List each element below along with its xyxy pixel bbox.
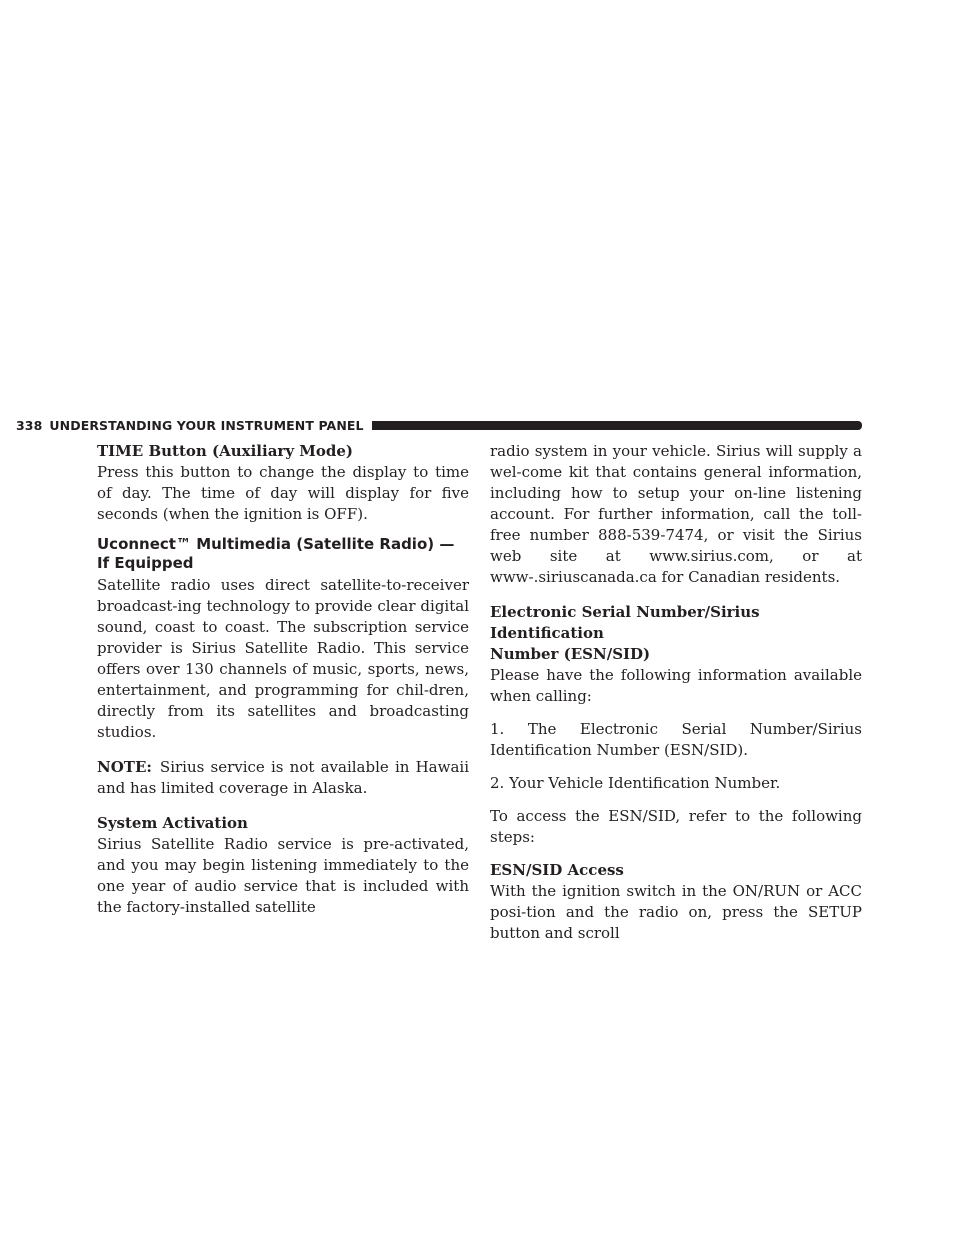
esn-item-1: 1. The Electronic Serial Number/Sirius Identification Number (ESN/SID). bbox=[490, 720, 862, 759]
note-text: Sirius service is not available in Hawaii and has limited coverage in Alaska. bbox=[97, 758, 469, 797]
page-number: 338 bbox=[16, 417, 43, 433]
esn-access-heading: ESN/SID Access bbox=[490, 861, 624, 879]
esn-item-2: 2. Your Vehicle Identification Number. bbox=[490, 774, 781, 792]
time-button-heading: TIME Button (Auxiliary Mode) bbox=[97, 442, 353, 460]
esn-access-intro: To access the ESN/SID, refer to the following steps: bbox=[490, 807, 862, 846]
page-header bbox=[16, 417, 862, 433]
note-paragraph bbox=[97, 757, 469, 799]
note-label: NOTE: bbox=[97, 758, 152, 776]
activation-continued: radio system in your vehicle. Sirius will supply a wel-come kit that contains general information, including how to setup your on-line listening account. For further information, call the toll-free number 888-539-7474, or visit the Sirius web site at www.sirius.com, or at www-.siriuscanada.ca for Canadian residents. bbox=[490, 442, 862, 586]
esn-intro: Please have the following information available when calling: bbox=[490, 666, 862, 705]
activation-text: Sirius Satellite Radio service is pre-activated, and you may begin listening immediately to the one year of audio service that is included with the factory-installed satellite bbox=[97, 835, 469, 916]
activation-heading: System Activation bbox=[97, 814, 248, 832]
time-button-text: Press this button to change the display to time of day. The time of day will display for five seconds (when the ignition is OFF). bbox=[97, 463, 469, 523]
right-column bbox=[490, 441, 862, 956]
left-column bbox=[97, 441, 469, 930]
section-title: UNDERSTANDING YOUR INSTRUMENT PANEL bbox=[49, 417, 364, 433]
header-rule bbox=[372, 421, 862, 430]
uconnect-heading bbox=[97, 535, 469, 573]
esn-access-text: With the ignition switch in the ON/RUN or ACC posi-tion and the radio on, press the SETUP button and scroll bbox=[490, 882, 862, 942]
esn-heading bbox=[490, 602, 862, 665]
uconnect-heading-line1: Uconnect™ Multimedia (Satellite Radio) — bbox=[97, 535, 455, 553]
uconnect-heading-line2: If Equipped bbox=[97, 554, 194, 572]
esn-heading-line1: Electronic Serial Number/Sirius Identification bbox=[490, 603, 760, 642]
satellite-text: Satellite radio uses direct satellite-to-receiver broadcast-ing technology to provide clear digital sound, coast to coast. The subscription service provider is Sirius Satellite Radio. This service offers over 130 channels of music, sports, news, entertainment, and programming for chil-dren, directly from its satellites and broadcasting studios. bbox=[97, 576, 469, 741]
esn-heading-line2: Number (ESN/SID) bbox=[490, 645, 651, 663]
